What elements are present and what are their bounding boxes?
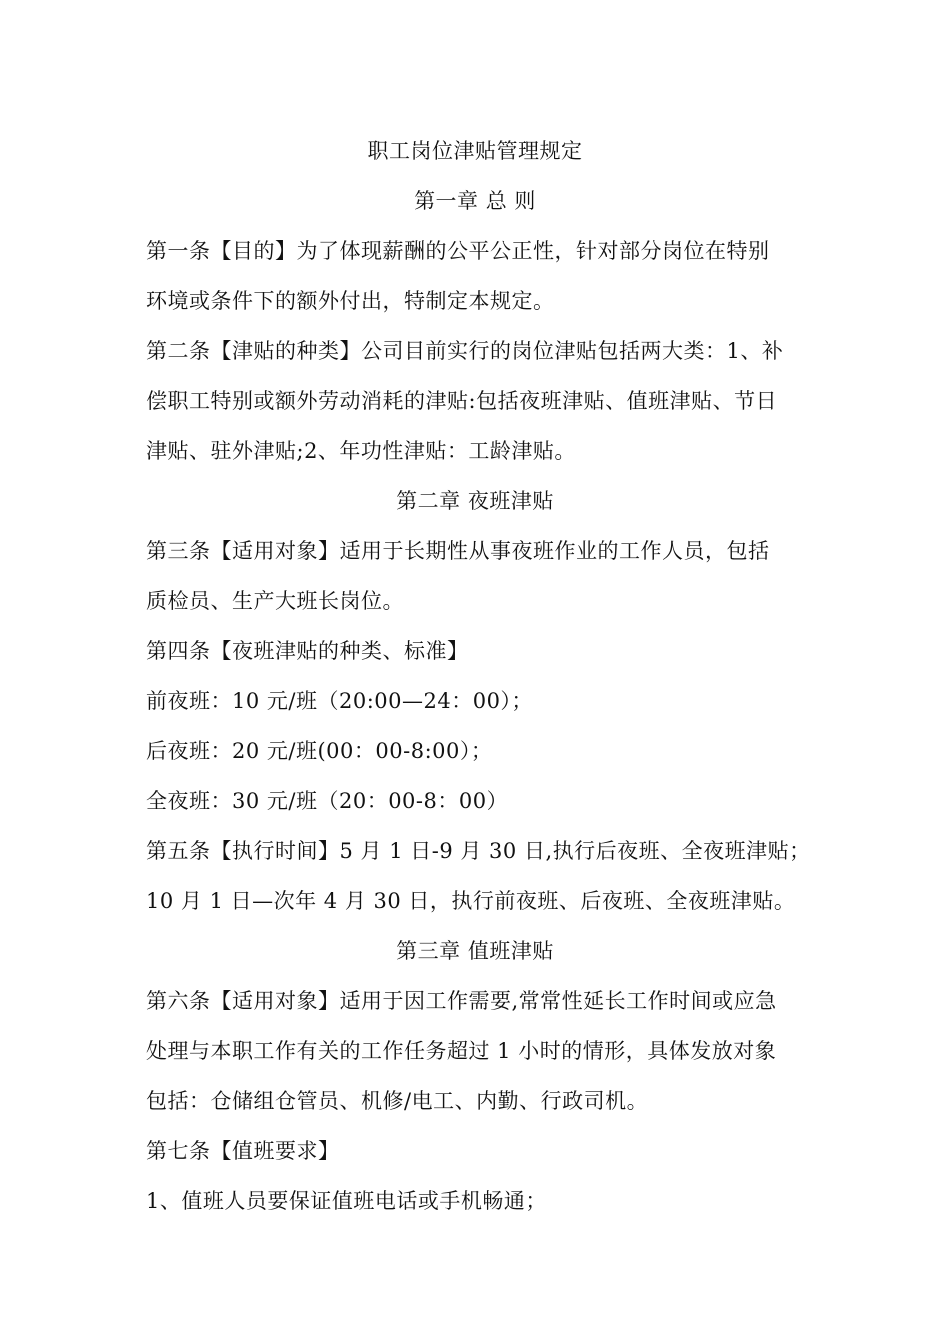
paragraph-line: 第六条【适用对象】适用于因工作需要,常常性延长工作时间或应急 bbox=[146, 989, 777, 1013]
paragraph-line: 津贴、驻外津贴;2、年功性津贴：工龄津贴。 bbox=[146, 439, 576, 463]
paragraph-line: 第二条【津贴的种类】公司目前实行的岗位津贴包括两大类：1、补 bbox=[146, 339, 784, 363]
chapter-heading: 第三章 值班津贴 bbox=[396, 939, 554, 963]
paragraph-line: 第三条【适用对象】适用于长期性从事夜班作业的工作人员，包括 bbox=[146, 539, 770, 563]
document-title: 职工岗位津贴管理规定 bbox=[367, 139, 583, 163]
paragraph-line: 10 月 1 日—次年 4 月 30 日，执行前夜班、后夜班、全夜班津贴。 bbox=[146, 889, 796, 913]
paragraph-line: 第一条【目的】为了体现薪酬的公平公正性，针对部分岗位在特别 bbox=[146, 239, 770, 263]
paragraph-line: 后夜班：20 元/班(00：00-8:00）； bbox=[146, 739, 493, 763]
paragraph-line: 包括：仓储组仓管员、机修/电工、内勤、行政司机。 bbox=[146, 1089, 649, 1113]
chapter-heading: 第二章 夜班津贴 bbox=[396, 489, 554, 513]
paragraph-line: 第五条【执行时间】5 月 1 日-9 月 30 日,执行后夜班、全夜班津贴； bbox=[146, 839, 811, 863]
paragraph-line: 第四条【夜班津贴的种类、标准】 bbox=[146, 639, 469, 663]
paragraph-line: 处理与本职工作有关的工作任务超过 1 小时的情形，具体发放对象 bbox=[146, 1039, 777, 1063]
paragraph-line: 质检员、生产大班长岗位。 bbox=[146, 589, 404, 613]
paragraph-line: 环境或条件下的额外付出，特制定本规定。 bbox=[146, 289, 555, 313]
paragraph-line: 前夜班：10 元/班（20:00—24：00）； bbox=[146, 689, 533, 713]
paragraph-line: 1、值班人员要保证值班电话或手机畅通； bbox=[146, 1189, 547, 1213]
paragraph-line: 全夜班：30 元/班（20：00-8：00） bbox=[146, 789, 509, 813]
paragraph-line: 偿职工特别或额外劳动消耗的津贴:包括夜班津贴、值班津贴、节日 bbox=[146, 389, 778, 413]
chapter-heading: 第一章 总 则 bbox=[414, 189, 536, 213]
paragraph-line: 第七条【值班要求】 bbox=[146, 1139, 340, 1163]
